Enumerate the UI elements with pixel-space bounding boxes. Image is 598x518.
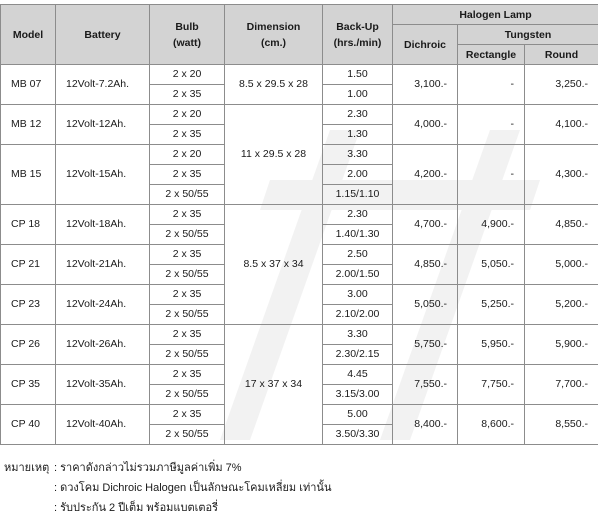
round-price-cell: 8,550.- xyxy=(525,405,598,445)
backup-cell: 2.00 xyxy=(323,165,393,185)
dichroic-price-cell: 4,850.- xyxy=(393,245,458,285)
backup-cell: 1.50 xyxy=(323,65,393,85)
bulb-cell: 2 x 20 xyxy=(150,65,225,85)
bulb-cell: 2 x 35 xyxy=(150,365,225,385)
bulb-cell: 2 x 50/55 xyxy=(150,385,225,405)
bulb-cell: 2 x 50/55 xyxy=(150,265,225,285)
bulb-cell: 2 x 20 xyxy=(150,145,225,165)
header-dimension-unit: (cm.) xyxy=(225,35,322,51)
price-table xyxy=(0,4,598,445)
backup-cell: 2.30 xyxy=(323,105,393,125)
notes-label: หมายเหตุ xyxy=(4,458,54,478)
table-row xyxy=(1,325,598,345)
notes-section xyxy=(4,458,331,518)
header-rectangle: Rectangle xyxy=(458,45,525,65)
battery-cell: 12Volt-24Ah. xyxy=(56,285,150,325)
dichroic-price-cell: 7,550.- xyxy=(393,365,458,405)
backup-cell: 2.50 xyxy=(323,245,393,265)
dichroic-price-cell: 8,400.- xyxy=(393,405,458,445)
notes-label-spacer xyxy=(4,478,54,498)
rectangle-price-cell: 4,900.- xyxy=(458,205,525,245)
header-round: Round xyxy=(525,45,598,65)
model-cell: CP 26 xyxy=(1,325,56,365)
rectangle-price-cell: 5,950.- xyxy=(458,325,525,365)
battery-cell: 12Volt-35Ah. xyxy=(56,365,150,405)
note-dichroic: : ดวงโคม Dichroic Halogen เป็นลักษณะโคมเหลี่ยม เท่านั้น xyxy=(54,478,331,498)
table-body xyxy=(1,65,598,445)
note-vat: : ราคาดังกล่าวไม่รวมภาษีมูลค่าเพิ่ม 7% xyxy=(54,458,242,478)
backup-cell: 4.45 xyxy=(323,365,393,385)
round-price-cell: 4,850.- xyxy=(525,205,598,245)
model-cell: MB 15 xyxy=(1,145,56,205)
backup-cell: 2.30 xyxy=(323,205,393,225)
bulb-cell: 2 x 35 xyxy=(150,85,225,105)
bulb-cell: 2 x 35 xyxy=(150,285,225,305)
dichroic-price-cell: 5,050.- xyxy=(393,285,458,325)
table-row xyxy=(1,205,598,225)
dimension-cell: 17 x 37 x 34 xyxy=(225,325,323,445)
backup-cell: 5.00 xyxy=(323,405,393,425)
bulb-cell: 2 x 50/55 xyxy=(150,425,225,445)
backup-cell: 3.30 xyxy=(323,325,393,345)
bulb-cell: 2 x 50/55 xyxy=(150,185,225,205)
dichroic-price-cell: 3,100.- xyxy=(393,65,458,105)
dichroic-price-cell: 5,750.- xyxy=(393,325,458,365)
model-cell: CP 40 xyxy=(1,405,56,445)
bulb-cell: 2 x 35 xyxy=(150,325,225,345)
rectangle-price-cell: - xyxy=(458,65,525,105)
dimension-cell: 11 x 29.5 x 28 xyxy=(225,105,323,205)
header-bulb xyxy=(150,5,225,65)
backup-cell: 3.50/3.30 xyxy=(323,425,393,445)
header-bulb-title: Bulb xyxy=(150,19,224,35)
header-backup-unit: (hrs./min) xyxy=(323,35,392,51)
header-dimension xyxy=(225,5,323,65)
round-price-cell: 7,700.- xyxy=(525,365,598,405)
bulb-cell: 2 x 50/55 xyxy=(150,225,225,245)
bulb-cell: 2 x 20 xyxy=(150,105,225,125)
dimension-cell: 8.5 x 37 x 34 xyxy=(225,205,323,325)
model-cell: CP 18 xyxy=(1,205,56,245)
battery-cell: 12Volt-26Ah. xyxy=(56,325,150,365)
header-dichroic: Dichroic xyxy=(393,25,458,65)
battery-cell: 12Volt-21Ah. xyxy=(56,245,150,285)
header-halogen: Halogen Lamp xyxy=(393,5,598,25)
round-price-cell: 4,100.- xyxy=(525,105,598,145)
notes-label-spacer xyxy=(4,498,54,518)
model-cell: CP 35 xyxy=(1,365,56,405)
dichroic-price-cell: 4,200.- xyxy=(393,145,458,205)
rectangle-price-cell: 5,050.- xyxy=(458,245,525,285)
bulb-cell: 2 x 35 xyxy=(150,405,225,425)
battery-cell: 12Volt-18Ah. xyxy=(56,205,150,245)
header-bulb-unit: (watt) xyxy=(150,35,224,51)
backup-cell: 1.40/1.30 xyxy=(323,225,393,245)
backup-cell: 1.15/1.10 xyxy=(323,185,393,205)
rectangle-price-cell: 8,600.- xyxy=(458,405,525,445)
rectangle-price-cell: - xyxy=(458,105,525,145)
note-row xyxy=(4,478,331,498)
battery-cell: 12Volt-15Ah. xyxy=(56,145,150,205)
dichroic-price-cell: 4,000.- xyxy=(393,105,458,145)
bulb-cell: 2 x 35 xyxy=(150,125,225,145)
header-model: Model xyxy=(1,5,56,65)
dimension-cell: 8.5 x 29.5 x 28 xyxy=(225,65,323,105)
backup-cell: 2.30/2.15 xyxy=(323,345,393,365)
header-battery: Battery xyxy=(56,5,150,65)
round-price-cell: 3,250.- xyxy=(525,65,598,105)
backup-cell: 3.30 xyxy=(323,145,393,165)
model-cell: MB 12 xyxy=(1,105,56,145)
bulb-cell: 2 x 35 xyxy=(150,245,225,265)
header-dimension-title: Dimension xyxy=(225,19,322,35)
battery-cell: 12Volt-7.2Ah. xyxy=(56,65,150,105)
bulb-cell: 2 x 35 xyxy=(150,165,225,185)
bulb-cell: 2 x 50/55 xyxy=(150,305,225,325)
battery-cell: 12Volt-40Ah. xyxy=(56,405,150,445)
model-cell: MB 07 xyxy=(1,65,56,105)
dichroic-price-cell: 4,700.- xyxy=(393,205,458,245)
rectangle-price-cell: - xyxy=(458,145,525,205)
round-price-cell: 5,200.- xyxy=(525,285,598,325)
round-price-cell: 5,000.- xyxy=(525,245,598,285)
header-backup xyxy=(323,5,393,65)
note-row xyxy=(4,498,331,518)
note-warranty: : รับประกัน 2 ปีเต็ม พร้อมแบตเตอรี่ xyxy=(54,498,218,518)
model-cell: CP 23 xyxy=(1,285,56,325)
backup-cell: 2.00/1.50 xyxy=(323,265,393,285)
battery-cell: 12Volt-12Ah. xyxy=(56,105,150,145)
rectangle-price-cell: 7,750.- xyxy=(458,365,525,405)
note-row xyxy=(4,458,331,478)
bulb-cell: 2 x 35 xyxy=(150,205,225,225)
round-price-cell: 4,300.- xyxy=(525,145,598,205)
backup-cell: 1.30 xyxy=(323,125,393,145)
rectangle-price-cell: 5,250.- xyxy=(458,285,525,325)
table-row xyxy=(1,105,598,125)
header-tungsten: Tungsten xyxy=(458,25,598,45)
model-cell: CP 21 xyxy=(1,245,56,285)
round-price-cell: 5,900.- xyxy=(525,325,598,365)
backup-cell: 3.15/3.00 xyxy=(323,385,393,405)
header-backup-title: Back-Up xyxy=(323,19,392,35)
backup-cell: 3.00 xyxy=(323,285,393,305)
bulb-cell: 2 x 50/55 xyxy=(150,345,225,365)
table-row xyxy=(1,65,598,85)
backup-cell: 2.10/2.00 xyxy=(323,305,393,325)
backup-cell: 1.00 xyxy=(323,85,393,105)
